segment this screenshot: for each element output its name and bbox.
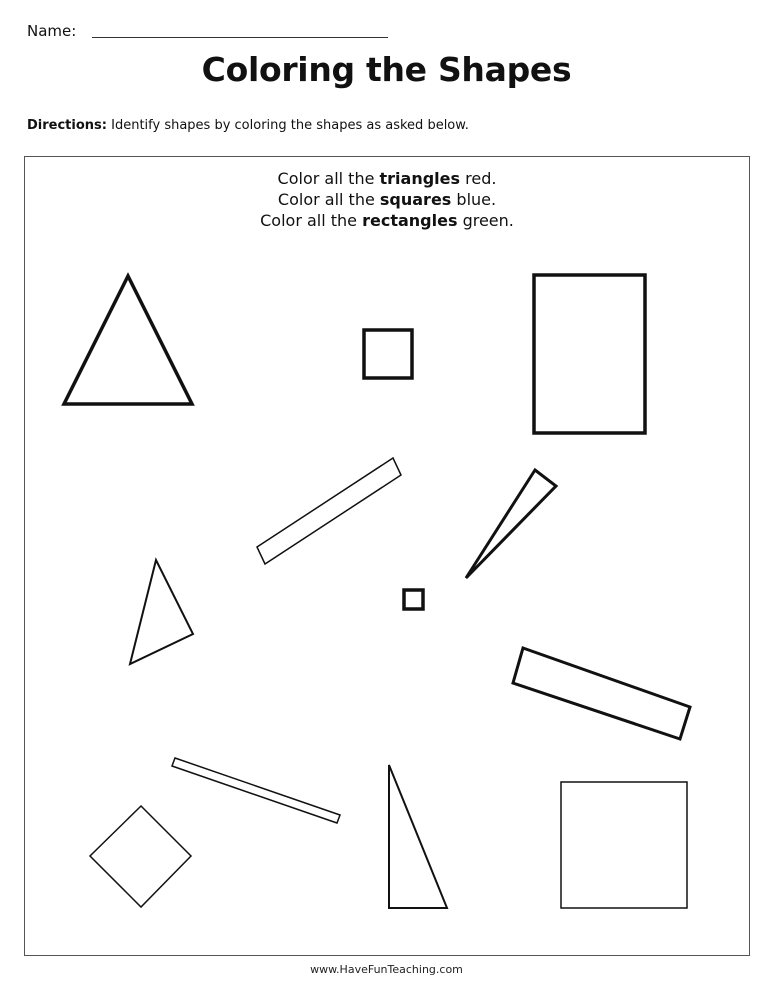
directions-label: Directions: <box>27 118 107 133</box>
instruction-text: Color all the <box>277 190 380 209</box>
small-square[interactable] <box>364 330 412 378</box>
thin-tilted-rectangle[interactable] <box>257 458 401 564</box>
right-triangle[interactable] <box>389 765 447 908</box>
instruction-text: red. <box>460 169 497 188</box>
instruction-shape: squares <box>379 190 452 209</box>
instruction-shape: triangles <box>379 169 461 188</box>
small-triangle[interactable] <box>130 560 193 664</box>
instruction-shape: rectangles <box>362 211 458 230</box>
name-label: Name: <box>27 22 77 40</box>
tiny-square[interactable] <box>404 590 423 609</box>
diamond-square[interactable] <box>90 806 191 907</box>
instruction-text: green. <box>457 211 514 230</box>
narrow-triangle[interactable] <box>466 470 556 578</box>
instruction-text: Color all the <box>260 211 363 230</box>
footer-website: www.HaveFunTeaching.com <box>310 963 463 976</box>
large-square[interactable] <box>561 782 687 908</box>
tall-rectangle[interactable] <box>534 275 645 433</box>
large-triangle[interactable] <box>64 276 192 404</box>
instruction-text: Color all the <box>277 169 380 188</box>
worksheet-title: Coloring the Shapes <box>201 50 572 89</box>
long-thin-rectangle[interactable] <box>172 758 340 823</box>
instruction-text: blue. <box>451 190 497 209</box>
tilted-rectangle[interactable] <box>513 648 690 739</box>
directions-text: Identify shapes by coloring the shapes as asked below. <box>106 118 469 133</box>
